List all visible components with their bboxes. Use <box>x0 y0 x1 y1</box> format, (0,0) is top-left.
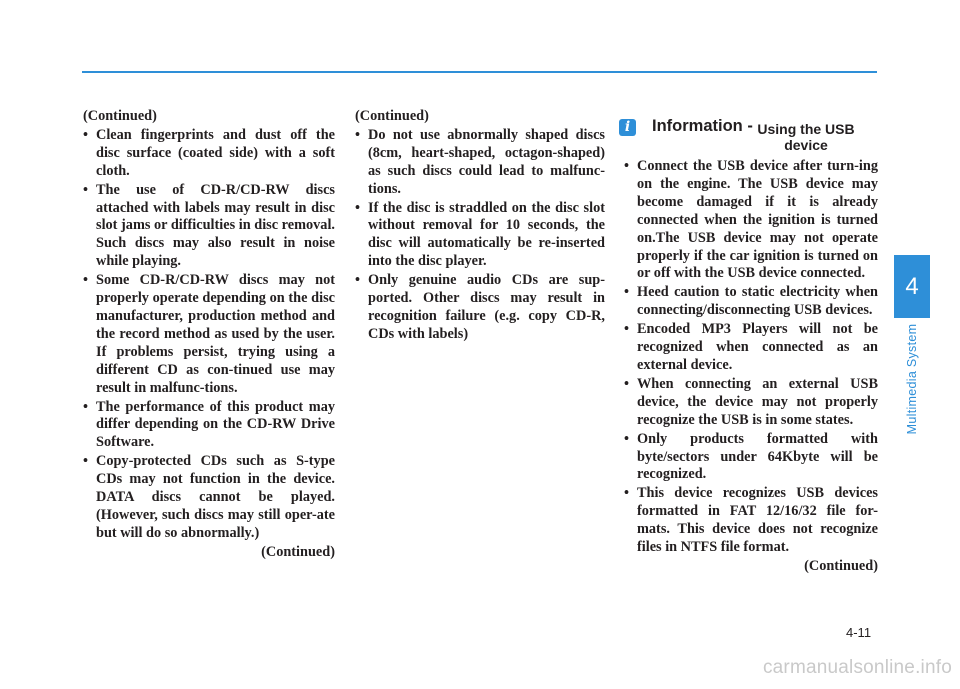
page-number: 4-11 <box>846 625 872 640</box>
list-item <box>355 127 605 199</box>
bullet-glyph: • <box>83 398 89 415</box>
list-item-text: Only products formatted with byte/sectors under 64Kbyte will be recognized. <box>637 430 878 483</box>
list-item <box>355 200 605 272</box>
bullet-glyph: • <box>83 272 89 289</box>
list-item-text: The performance of this product may differ depending on the CD-RW Drive Software. <box>96 398 335 451</box>
column-2 <box>355 108 605 345</box>
watermark: carmanualsonline.info <box>762 657 952 678</box>
list-item <box>83 399 335 453</box>
list-item <box>355 272 605 344</box>
list-item-text: If the disc is straddled on the disc slot without removal for 10 seconds, the disc will automatically be re-inserted into the disc player. <box>368 199 605 270</box>
list-item-text: The use of CD-R/CD-RW discs attached with labels may result in disc slot jams or difficulties in disc removal. Such discs may also result in noise while playing. <box>96 181 335 270</box>
information-title: Using the USB device <box>757 121 855 153</box>
list-item <box>83 272 335 397</box>
bullet-list <box>83 127 335 543</box>
information-icon: i <box>619 119 636 136</box>
bullet-glyph: • <box>624 485 630 502</box>
list-item <box>624 158 878 283</box>
bullet-glyph: • <box>83 126 89 143</box>
bullet-glyph: • <box>624 375 630 392</box>
chapter-title: Multimedia System <box>905 323 919 435</box>
list-item-text: Some CD-R/CD-RW discs may not properly operate depending on the disc manufacturer, production method and the record method as used by the user. If problems persist, trying using a different CD as con-tinued use may result in malfunc-tions. <box>96 272 335 396</box>
chapter-tab: 4 <box>894 255 930 318</box>
header-rule <box>82 71 877 73</box>
continued-heading: (Continued) <box>83 108 157 124</box>
list-item <box>624 321 878 375</box>
list-item-text: Encoded MP3 Players will not be recognized when connected as an external device. <box>637 321 878 373</box>
bullet-glyph: • <box>83 453 89 470</box>
bullet-glyph: • <box>83 181 89 198</box>
bullet-glyph: • <box>355 199 361 216</box>
list-item <box>83 182 335 272</box>
bullet-glyph: • <box>624 284 630 301</box>
bullet-glyph: • <box>624 430 630 447</box>
list-item <box>83 127 335 181</box>
list-item <box>624 431 878 485</box>
bullet-list <box>624 158 878 557</box>
list-item-text: Only genuine audio CDs are sup-ported. Other discs may result in recognition failure (e.g. copy CD-R, CDs with labels) <box>368 272 605 342</box>
information-label: Information - <box>652 117 753 135</box>
column-1 <box>83 108 335 562</box>
list-item <box>624 376 878 430</box>
bullet-glyph: • <box>624 158 630 174</box>
continued-heading: (Continued) <box>355 108 429 124</box>
list-item-text: Heed caution to static electricity when connecting/disconnecting USB devices. <box>637 284 878 319</box>
information-heading <box>624 118 878 154</box>
bullet-list <box>355 127 605 344</box>
list-item <box>624 284 878 320</box>
continued-footer: (Continued) <box>261 543 335 560</box>
list-item <box>83 453 335 543</box>
list-item <box>624 485 878 557</box>
bullet-glyph: • <box>355 126 361 143</box>
column-3 <box>624 118 878 576</box>
bullet-glyph: • <box>624 321 630 338</box>
list-item-text: Copy-protected CDs such as S-type CDs may not function in the device. DATA discs cannot be played. (However, such discs may still oper-ate but will do so abnormally.) <box>96 453 335 541</box>
list-item-text: This device recognizes USB devices formatted in FAT 12/16/32 file for-mats. This device does not recognize files in NTFS file format. <box>637 485 878 556</box>
list-item-text: Clean fingerprints and dust off the disc surface (coated side) with a soft cloth. <box>96 126 335 179</box>
list-item-text: When connecting an external USB device, the device may not properly recognize the USB is in some states. <box>637 375 878 428</box>
list-item-text: Connect the USB device after turn-ing on the engine. The USB device may become damaged if it is already connected when the ignition is turned on.The USB device may not operate properly if the car ignition is turned on or off with the USB device connected. <box>637 158 878 282</box>
continued-footer: (Continued) <box>804 557 878 574</box>
bullet-glyph: • <box>355 272 361 289</box>
list-item-text: Do not use abnormally shaped discs (8cm, heart-shaped, octagon-shaped) as such discs could lead to malfunc-tions. <box>368 126 605 197</box>
